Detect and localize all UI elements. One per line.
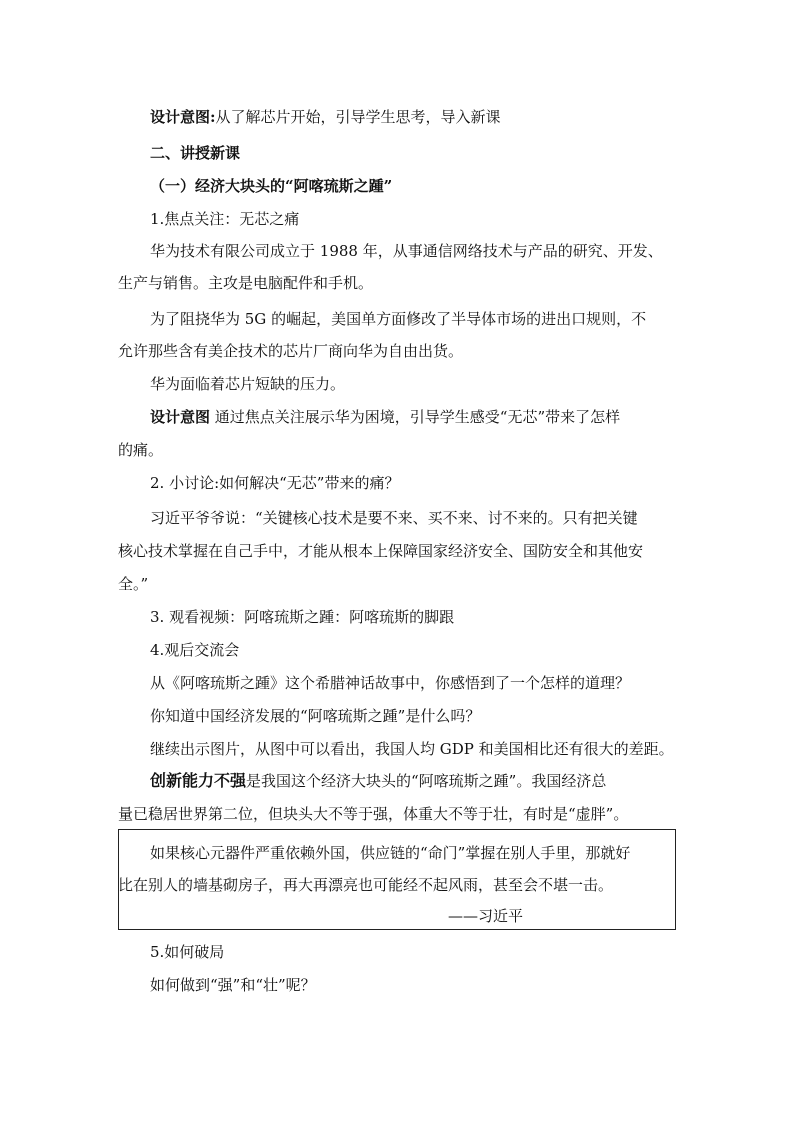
paragraph-line	[150, 771, 606, 791]
item-4-heading: 4.观后交流会	[150, 641, 240, 659]
paragraph-line: 习近平爷爷说：“关键核心技术是要不来、买不来、讨不来的。只有把关键	[150, 509, 638, 527]
design-intent-2	[150, 407, 620, 427]
section-heading: 二、讲授新课	[150, 144, 241, 162]
paragraph-line: 允许那些含有美企技术的芯片厂商向华为自由出货。	[118, 342, 464, 360]
subsection-heading: （一）经济大块头的“阿喀琉斯之踵”	[150, 177, 393, 195]
paragraph-line: 华为面临着芯片短缺的压力。	[150, 375, 346, 393]
paragraph-line: 核心技术掌握在自己手中，才能从根本上保障国家经济安全、国防安全和其他安	[118, 542, 644, 560]
paragraph-line: 量已稳居世界第二位，但块头大不等于强，体重大不等于壮，有时是“虚胖”。	[118, 805, 629, 823]
emphasis-text: 创新能力不强	[150, 771, 247, 790]
paragraph-line: 你知道中国经济发展的“阿喀琉斯之踵”是什么吗？	[150, 707, 481, 725]
paragraph-line: 生产与销售。主攻是电脑配件和手机。	[118, 274, 374, 292]
design-intent-label: 设计意图	[150, 408, 211, 426]
paragraph-line: 华为技术有限公司成立于 1988 年，从事通信网络技术与产品的研究、开发、	[150, 242, 663, 260]
paragraph-line: 如何做到“强”和“壮”呢？	[150, 976, 316, 994]
design-intent-text: 从了解芯片开始，引导学生思考，导入新课	[215, 108, 501, 126]
design-intent-1	[150, 107, 501, 127]
paragraph-line: 继续出示图片，从图中可以看出，我国人均 GDP 和美国相比还有很大的差距。	[150, 740, 674, 758]
paragraph-line: 全。”	[118, 575, 149, 593]
paragraph-text: 是我国这个经济大块头的“阿喀琉斯之踵”。我国经济总	[246, 772, 607, 790]
item-3-heading: 3. 观看视频：阿喀琉斯之踵：阿喀琉斯的脚跟	[150, 608, 455, 626]
quote-line: 如果核心元器件严重依赖外国，供应链的“命门”掌握在别人手里，那就好	[150, 844, 631, 862]
paragraph-line: 的痛。	[118, 441, 164, 459]
item-2-heading: 2. 小讨论:如何解决“无芯”带来的痛？	[150, 474, 400, 492]
quote-line: 比在别人的墙基砌房子，再大再漂亮也可能经不起风雨，甚至会不堪一击。	[118, 876, 614, 894]
paragraph-line: 从《阿喀琉斯之踵》这个希腊神话故事中，你感悟到了一个怎样的道理？	[150, 674, 631, 692]
design-intent-text: 通过焦点关注展示华为困境，引导学生感受“无芯”带来了怎样	[210, 408, 621, 426]
item-1-heading: 1.焦点关注：无芯之痛	[150, 210, 300, 228]
paragraph-line: 为了阻挠华为 5G 的崛起，美国单方面修改了半导体市场的进出口规则，不	[150, 310, 647, 328]
item-5-heading: 5.如何破局	[150, 943, 225, 961]
quote-author: ——习近平	[448, 907, 524, 925]
design-intent-label: 设计意图:	[150, 108, 216, 126]
